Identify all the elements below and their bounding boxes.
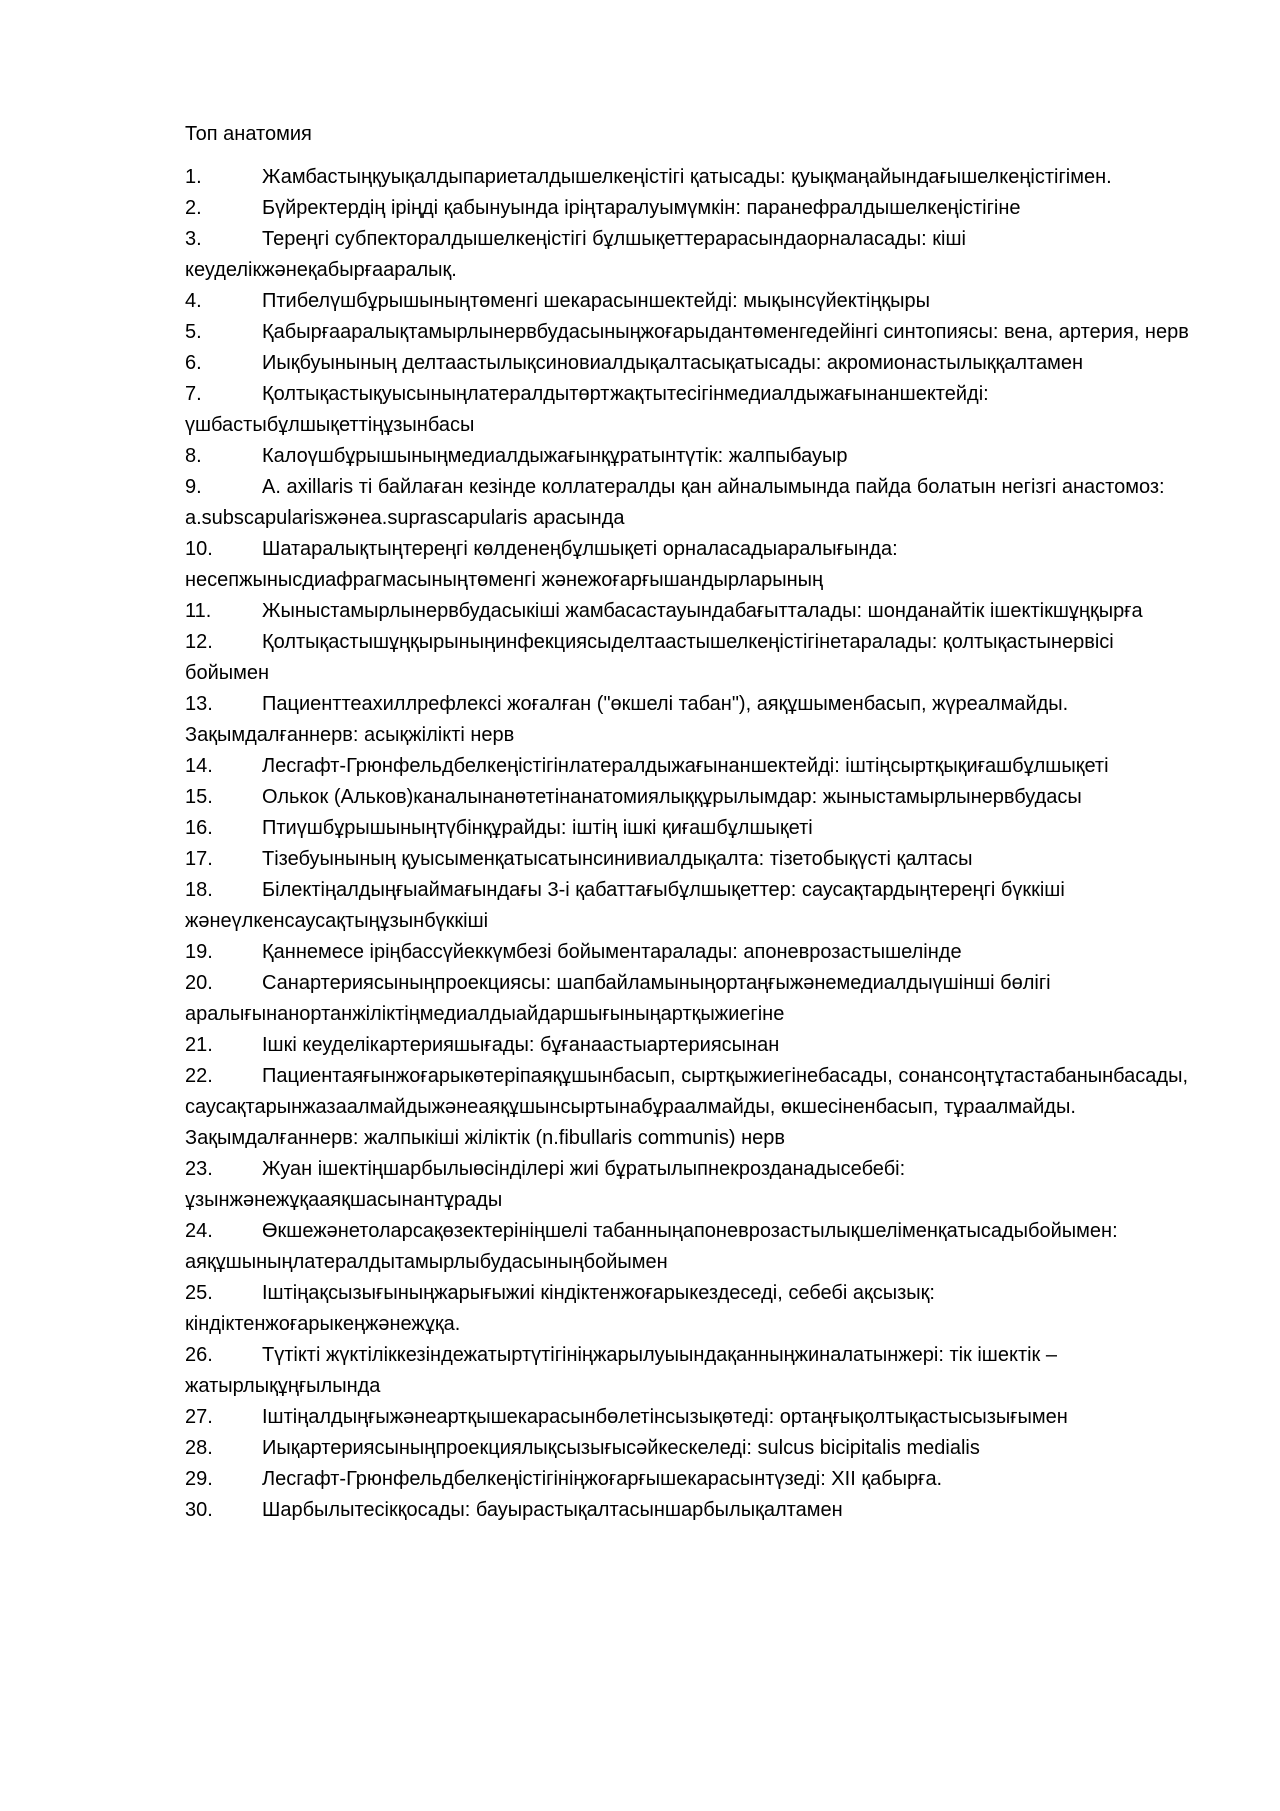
item-text: Санартериясыныңпроекциясы: шапбайламыныңортаңғыжәнемедиалдыүшінші бөлігі аралығынанортанжіліктіңмедиалдыайдаршығыныңартқыжиегіне [185,972,1051,1025]
item-text: Жыныстамырлынервбудасыкіші жамбасастауындабағытталады: шонданайтік ішектікшұңқырға [262,600,1143,622]
list-item [185,1278,1195,1340]
item-text: Калоүшбұрышыныңмедиалдыжағынқұратынтүтік: жалпыбауыр [262,445,848,467]
item-number: 23. [185,1158,213,1180]
list-item [185,224,1195,286]
list-item [185,844,1195,875]
list-item [185,286,1195,317]
list-item [185,348,1195,379]
list-item [185,627,1195,689]
list-item [185,1216,1195,1278]
item-number: 4. [185,290,202,312]
list-item [185,441,1195,472]
item-text: Пациентаяғынжоғарыкөтеріпаяқұшынбасып, сыртқыжиегінебасады, сонансоңтұтастабанынбасады, саусақтарынжазаалмайдыжәнеаяқұшынсыртынабұраалмайды, өкшесіненбасып, тұраалмайды. Зақымдалғаннерв: жалпыкіші жіліктік (n.fibullaris communis) нерв [185,1065,1189,1149]
item-number: 16. [185,817,213,839]
item-text: Иықартериясыныңпроекциялықсызығысәйкескеледі: sulcus bicipitalis medialis [262,1437,980,1459]
item-number: 5. [185,321,202,343]
list-item [185,1402,1195,1433]
list-item [185,1154,1195,1216]
item-number: 26. [185,1344,213,1366]
item-number: 8. [185,445,202,467]
item-number: 24. [185,1220,213,1242]
item-number: 18. [185,879,213,901]
list-item [185,751,1195,782]
item-text: Тізебуынының қуысыменқатысатынсинивиалдықалта: тізетобықүсті қалтасы [262,848,973,870]
item-number: 14. [185,755,213,777]
list-item [185,379,1195,441]
item-number: 19. [185,941,213,963]
item-text: Бүйректердің іріңді қабынуында іріңтаралуымүмкін: паранефралдышелкеңістігіне [262,197,1021,219]
item-text: Тереңгі субпектоpалдышелкеңістігі бұлшықеттерарасындаорналасады: кіші кеуделікжәнеқабырғааралық. [185,228,966,281]
item-text: Іштіңалдыңғыжәнеартқышекарасынбөлетінсызықөтеді: ортаңғықолтықастысызығымен [262,1406,1068,1428]
item-number: 29. [185,1468,213,1490]
item-text: Қаннемесе іріңбассүйеккүмбезі бойыментаралады: апоневрозастышелінде [262,941,962,963]
item-text: Қабырғааралықтамырлынервбудасыныңжоғарыдантөменгедейінгі синтопиясы: вена, артерия, нерв [262,321,1189,343]
item-text: Қолтықастықуысыныңлатералдытөртжақтытесігінмедиалдыжағынаншектейді: үшбастыбұлшықеттіңұзынбасы [185,383,989,436]
list-item [185,782,1195,813]
list-item [185,1433,1195,1464]
item-text: Ішкі кеуделікартерияшығады: бұғанаастыартериясынан [262,1034,780,1056]
item-text: Жамбастыңқуықалдыпариеталдышелкеңістігі қатысады: қуықмаңайындағышелкеңістігімен. [262,166,1112,188]
item-number: 13. [185,693,213,715]
item-text: A. axillaris ті байлаған кезінде коллатералды қан айналымында пайда болатын негізгі анастомоз: a.subscapularisжәнеа.suprascapularis арасында [185,476,1165,529]
item-number: 27. [185,1406,213,1428]
item-number: 20. [185,972,213,994]
item-text: Білектіңалдыңғыаймағындағы 3-і қабаттағыбұлшықеттер: саусақтардыңтереңгі бүккіші жәнеүлкенсаусақтыңұзынбүккіші [185,879,1065,932]
list-item [185,689,1195,751]
item-number: 21. [185,1034,213,1056]
item-number: 30. [185,1499,213,1521]
list-item [185,1061,1195,1154]
document-title: Топ анатомия [185,123,312,145]
item-number: 2. [185,197,202,219]
list-item [185,1495,1195,1526]
item-text: Шарбылытесікқосады: бауырастықалтасыншарбылықалтамен [262,1499,843,1521]
document-page [185,119,1195,1526]
item-number: 7. [185,383,202,405]
item-text: Қолтықастышұңқырыныңинфекциясыделтаастышелкеңістігінетаралады: қолтықастынервісі бойымен [185,631,1114,684]
list-item [185,162,1195,193]
item-number: 3. [185,228,202,250]
item-number: 15. [185,786,213,808]
item-number: 6. [185,352,202,374]
item-number: 12. [185,631,213,653]
list-item [185,1464,1195,1495]
item-number: 1. [185,166,202,188]
item-number: 28. [185,1437,213,1459]
item-text: Шатаралықтыңтереңгі көлденеңбұлшықеті орналасадыаралығында: несепжынысдиафрагмасыныңтөменгі жәнежоғарғышандырларының [185,538,898,591]
item-number: 11. [185,600,212,622]
list-item [185,596,1195,627]
item-text: Түтікті жүктіліккезіндежатыртүтігініңжарылуыындақанныңжиналатынжері: тік ішектік – жатырлықұңғылында [185,1344,1057,1397]
item-text: Птибелүшбұрышыныңтөменгі шекарасыншектейді: мықынсүйектіңқыры [262,290,931,312]
item-text: Жуан ішектіңшарбылыөсінділері жиі бұратылыпнекрозданадысебебі: ұзынжәнежұқааяқшасынантұрады [185,1158,906,1211]
list-item [185,472,1195,534]
item-text: Олькок (Альков)каналынанөтетінанатомиялыққұрылымдар: жыныстамырлынервбудасы [262,786,1082,808]
list-item [185,534,1195,596]
item-number: 10. [185,538,213,560]
list-item [185,813,1195,844]
item-text: Пациенттеахиллрефлексі жоғалған ("өкшелі табан"), аяқұшыменбасып, жүреалмайды. Зақымдалғаннерв: асықжілікті нерв [185,693,1069,746]
list-item [185,968,1195,1030]
item-number: 25. [185,1282,213,1304]
item-text: Лесгафт-Грюнфельдбелкеңістігініңжоғарғышекарасынтүзеді: XII қабырға. [262,1468,943,1490]
item-number: 22. [185,1065,213,1087]
question-list [185,162,1195,1526]
list-item [185,317,1195,348]
item-text: Иықбуынының делтаастылықсиновиалдықалтасықатысады: акромионастылыққалтамен [262,352,1084,374]
list-item [185,1030,1195,1061]
item-text: Іштіңақсызығыныңжарығыжиі кіндіктенжоғарыкездеседі, себебі ақсызық: кіндіктенжоғарыкеңжәнежұқа. [185,1282,935,1335]
list-item [185,193,1195,224]
item-number: 17. [185,848,213,870]
item-text: Лесгафт-Грюнфельдбелкеңістігінлатералдыжағынаншектейді: іштіңсыртқықиғашбұлшықеті [262,755,1109,777]
list-item [185,1340,1195,1402]
list-item [185,875,1195,937]
list-item [185,937,1195,968]
item-number: 9. [185,476,202,498]
item-text: Птиүшбұрышыныңтүбінқұрайды: іштің ішкі қиғашбұлшықеті [262,817,813,839]
item-text: Өкшежәнетоларсақөзектерініңшелі табанныңапоневрозастылықшеліменқатысадыбойымен: аяқұшыныңлатералдытамырлыбудасыныңбойымен [185,1220,1118,1273]
